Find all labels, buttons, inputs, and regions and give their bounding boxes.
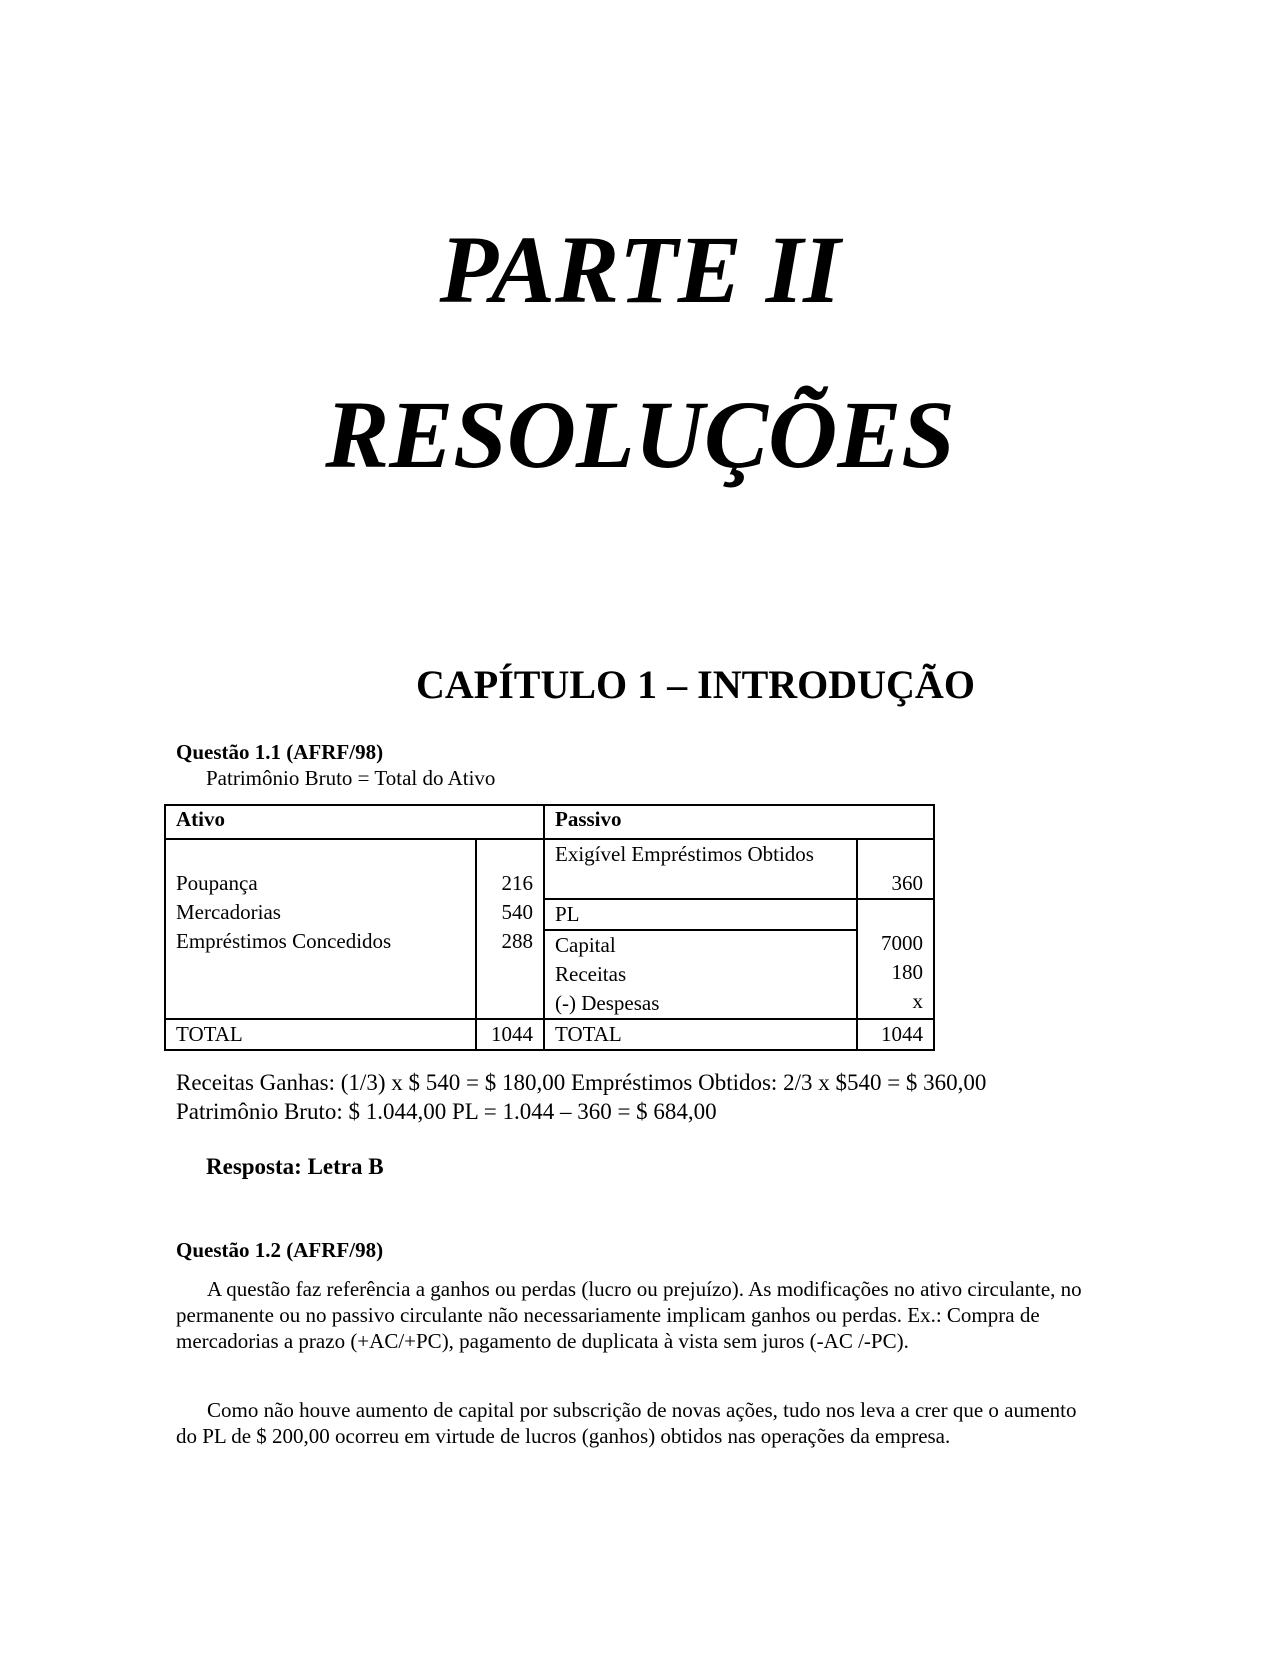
exigivel-value: 360 (891, 871, 923, 895)
pl-item-label: Receitas (555, 962, 627, 986)
section-title: RESOLUÇÕES (325, 381, 955, 488)
question-2-heading: Questão 1.2 (AFRF/98) (176, 1238, 384, 1262)
pl-label: PL (545, 900, 856, 931)
calculation-line-2: Patrimônio Bruto: $ 1.044,00 PL = 1.044 – 360 = $ 684,00 (176, 1099, 717, 1124)
pl-values-cell (857, 899, 934, 1019)
ativo-labels-cell (165, 839, 476, 1019)
exigivel-value-cell (857, 839, 934, 899)
exigivel-label: Exigível Empréstimos Obtidos (555, 842, 814, 866)
passivo-header: Passivo (544, 805, 934, 839)
chapter-heading: CAPÍTULO 1 – INTRODUÇÃO (416, 662, 975, 707)
balance-sheet-table (164, 804, 935, 1051)
pl-item-value: x (912, 989, 923, 1013)
passivo-total-value: 1044 (857, 1019, 934, 1050)
ativo-item-label: Empréstimos Concedidos (176, 929, 392, 953)
question-2-paragraph-2: Como não houve aumento de capital por subscrição de novas ações, tudo nos leva a crer que o aumento do PL de $ 200,00 ocorreu em virtude de lucros (ganhos) obtidos nas operações da empresa. (176, 1398, 1077, 1448)
ativo-values-cell (476, 839, 544, 1019)
pl-cell (544, 899, 857, 1019)
question-2-paragraph-1: A questão faz referência a ganhos ou perdas (lucro ou prejuízo). As modificações no ativo circulante, no permanente ou no passivo circulante não necessariamente implicam ganhos ou perdas. Ex.: Compra de mercadorias a prazo (+AC/+PC), pagamento de duplicata à vista sem juros (-AC /-PC). (176, 1277, 1082, 1353)
part-title: PARTE II (439, 216, 841, 323)
passivo-total-label: TOTAL (544, 1019, 857, 1050)
answer-text: Resposta: Letra B (206, 1154, 384, 1179)
pl-item-value: 7000 (881, 931, 923, 955)
ativo-header: Ativo (165, 805, 544, 839)
ativo-item-value: 216 (501, 871, 533, 895)
ativo-item-label: Mercadorias (176, 900, 281, 924)
ativo-total-label: TOTAL (165, 1019, 476, 1050)
question-1-heading: Questão 1.1 (AFRF/98) (176, 740, 384, 764)
table-total-row (165, 1019, 934, 1050)
exigivel-cell (544, 839, 857, 899)
ativo-item-value: 540 (501, 900, 533, 924)
calculation-line-1: Receitas Ganhas: (1/3) x $ 540 = $ 180,00 Empréstimos Obtidos: 2/3 x $540 = $ 360,00 (176, 1070, 987, 1095)
pl-item-label: (-) Despesas (555, 991, 660, 1015)
pl-item-value: 180 (891, 960, 923, 984)
ativo-total-value: 1044 (476, 1019, 544, 1050)
pl-item-label: Capital (555, 933, 616, 957)
ativo-item-label: Poupança (176, 871, 258, 895)
table-header-row (165, 805, 934, 839)
table-row (165, 839, 934, 899)
question-1-intro: Patrimônio Bruto = Total do Ativo (206, 766, 496, 790)
ativo-item-value: 288 (501, 929, 533, 953)
